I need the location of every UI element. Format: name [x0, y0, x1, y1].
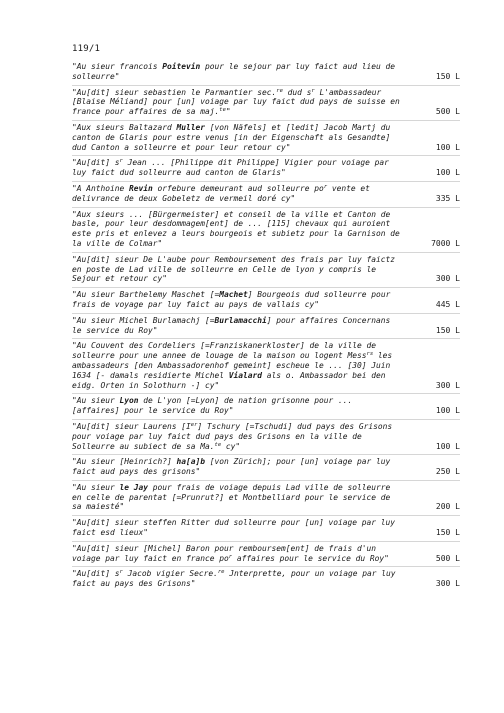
- entry-superscript: te: [214, 441, 222, 448]
- entry-amount: 500 L: [435, 553, 460, 563]
- page-number: 119/1: [72, 44, 101, 54]
- entry-text: [72, 544, 402, 564]
- entry-text-run: Jean ... [Philippe dit Philippe] Vigier pour voiage par luy faict dud solleurre aud canton de Glaris": [72, 158, 389, 178]
- entry-name: Revin: [129, 183, 153, 193]
- entry-text-run: vente et delivrance de deux Gobeletz de vermeil doré cy": [72, 183, 370, 203]
- entry-text-run: "Au sieur: [72, 482, 120, 492]
- ledger-entry: [72, 207, 460, 252]
- entry-text-run: affaires pour le service du Roy": [232, 553, 389, 563]
- entry-superscript: r: [323, 183, 328, 190]
- entry-text-run: cy": [221, 441, 241, 451]
- entry-text-run: "Au[dit] sieur Laurens [I: [72, 421, 191, 431]
- ledger-entry: [72, 566, 460, 592]
- entry-amount: 150 L: [435, 71, 460, 81]
- entry-superscript: r: [119, 158, 123, 165]
- entry-text: [72, 62, 402, 82]
- entry-name: Machet: [219, 290, 248, 300]
- entry-amount: 445 L: [435, 299, 460, 309]
- ledger-entry: [72, 155, 460, 181]
- entry-text: [72, 396, 402, 416]
- entry-text-run: de L'yon [=Lyon] de nation grisonne pour ... [affaires] pour le service du Roy": [72, 396, 353, 416]
- entry-name: Lyon: [119, 396, 139, 406]
- ledger-entry: [72, 313, 460, 339]
- ledger-entry: [72, 120, 460, 155]
- entry-amount: 100 L: [435, 406, 460, 416]
- entry-amount: 150 L: [435, 325, 460, 335]
- ledger-entry: [72, 393, 460, 419]
- entry-text-run: pour le sejour par luy faict aud lieu de solleurre": [72, 62, 396, 81]
- entry-text-run: [von Zürich]; pour [un] voiage par luy faict aud pays des grisons": [72, 457, 391, 477]
- entry-text: [72, 184, 402, 204]
- entry-text-run: "Au sieur francois: [72, 62, 163, 71]
- entry-text-run: ": [225, 107, 231, 117]
- entry-amount: 500 L: [435, 107, 460, 117]
- entry-text-run: Jnterprette, pour un voiage par luy faict au pays des Grisons": [72, 569, 396, 589]
- entry-superscript: er: [190, 421, 198, 428]
- entry-superscript: rs: [366, 351, 374, 358]
- entry-text: [72, 518, 402, 538]
- ledger-entry: [72, 419, 460, 454]
- entry-text: [72, 255, 402, 284]
- entry-text: [72, 123, 402, 152]
- entry-text-run: "Au[dit] sieur [Michel] Baron pour remboursem[ent] de frais d'un voiage par luy faict en france po: [72, 543, 377, 563]
- entry-amount: 100 L: [435, 142, 460, 152]
- entry-name: Vialard: [228, 370, 263, 380]
- entry-text-run: "Au[dit] s: [72, 569, 120, 579]
- ledger-entry: [72, 252, 460, 287]
- entry-text-run: als o. Ambassador bei den eidg. Orten in Solothurn -] cy": [72, 370, 386, 390]
- entry-text-run: "Au sieur Barthelemy Maschet [=: [72, 290, 220, 300]
- entry-text: [72, 316, 402, 336]
- entry-text: [72, 88, 402, 117]
- entry-text: [72, 483, 402, 512]
- ledger-entries: [72, 60, 460, 592]
- ledger-entry: [72, 541, 460, 567]
- entry-amount: 300 L: [435, 274, 460, 284]
- entry-amount: 200 L: [435, 502, 460, 512]
- ledger-entry: [72, 454, 460, 480]
- entry-text: [72, 422, 402, 451]
- entry-text-run: "Aux sieurs ... [Bürgermeister] et conseil de la ville et Canton de basle, pour leur desdommagem[ent] de ... [115] chevaux qui auroient este pris et enlevez a leurs bourgeois et subietz pour la Garnison de la ville de Colmar": [72, 209, 400, 248]
- entry-name: le Jay: [119, 482, 149, 492]
- entry-superscript: r: [311, 87, 315, 94]
- entry-text-run: L'ambassadeur [Blaise Méliand] pour [un] voiage par luy faict dud pays de suisse en france pour affaires de sa maj.: [72, 87, 400, 117]
- entry-text-run: "Aux sieurs Baltazard: [72, 122, 177, 132]
- ledger-entry: [72, 60, 460, 85]
- entry-amount: 100 L: [435, 168, 460, 178]
- entry-superscript: r: [228, 553, 233, 560]
- entry-text-run: "Au sieur [Heinrich?]: [72, 457, 177, 467]
- entry-text-run: "Au[dit] sieur De L'aube pour Remboursement des frais par luy faictz en poste de Lad ville de solleurre en Celle de lyon y compris le Sejour et retour cy": [72, 254, 396, 284]
- entry-text-run: ] Tschury [=Tschudi] dud pays des Grisons pour voiage par luy faict dud pays des Grisons en la ville de Solleurre au subiect de sa Ma.: [72, 421, 393, 451]
- ledger-entry: [72, 85, 460, 120]
- entry-text-run: ] Bourgeois dud solleurre pour frais de voyage par luy faict au pays de vallais cy": [72, 290, 391, 309]
- entry-text-run: "A Anthoine: [72, 183, 130, 193]
- entry-text: [72, 457, 402, 477]
- entry-superscript: r: [119, 569, 123, 576]
- entry-text-run: "Au[dit] sieur steffen Ritter dud solleurre pour [un] voiage par luy faict esd lieux": [72, 518, 396, 538]
- entry-text-run: les ambassadeurs [den Ambassadorenhof gemeint] escheue le ... [30] Juin 1634 [- damals residierte Michel: [72, 351, 393, 380]
- entry-name: ha[a]b: [176, 457, 206, 467]
- entry-text-run: "Au sieur Michel Burlamachj [=: [72, 315, 215, 325]
- entry-text-run: [von Näfels] et [ledit] Jacob Martj du canton de Glaris pour estre venus [in der Eigenschaft als Gesandte] dud Canton a solleurre et pour leur retour cy": [72, 122, 391, 152]
- entry-amount: 100 L: [435, 441, 460, 451]
- entry-text-run: "Au[dit] s: [72, 158, 120, 168]
- entry-amount: 300 L: [435, 380, 460, 390]
- entry-amount: 335 L: [435, 193, 460, 203]
- entry-text-run: Jacob vigier Secre.: [122, 569, 218, 579]
- entry-text-run: pour frais de voiage depuis Lad ville de solleurre en celle de parentat [=Prunrut?] et Montbelliard pour le service de sa maiesté": [72, 482, 391, 512]
- ledger-entry: [72, 515, 460, 541]
- entry-text-run: "Au sieur: [72, 396, 120, 406]
- entry-name: Burlamacchi: [214, 315, 267, 325]
- entry-amount: 7000 L: [431, 238, 460, 248]
- entry-text-run: orfebure demeurant aud solleurre po: [152, 183, 324, 193]
- entry-text: [72, 158, 402, 178]
- entry-amount: 250 L: [435, 467, 460, 477]
- entry-amount: 150 L: [435, 528, 460, 538]
- entry-name: Muller: [176, 122, 206, 132]
- entry-superscript: re: [276, 87, 283, 94]
- entry-text: [72, 210, 402, 249]
- entry-superscript: te: [219, 107, 226, 114]
- entry-text-run: "Au Couvent des Cordeliers [=Franziskanerkloster] de la ville de solleurre pour une annee de louage de la maison ou logent Mess: [72, 341, 377, 361]
- entry-text: [72, 569, 402, 589]
- entry-name: Poitevin: [162, 62, 201, 71]
- entry-text-run: "Au[dit] sieur sebastien le Parmantier sec.: [72, 87, 277, 97]
- ledger-entry: [72, 338, 460, 393]
- entry-text: [72, 290, 402, 310]
- ledger-entry: [72, 287, 460, 313]
- ledger-entry: [72, 480, 460, 515]
- entry-text: [72, 341, 402, 390]
- entry-superscript: re: [217, 569, 225, 576]
- entry-amount: 300 L: [435, 579, 460, 589]
- entry-text-run: ] pour affaires Concernans le service du Roy": [72, 315, 391, 335]
- ledger-entry: [72, 181, 460, 207]
- entry-text-run: dud s: [282, 87, 312, 97]
